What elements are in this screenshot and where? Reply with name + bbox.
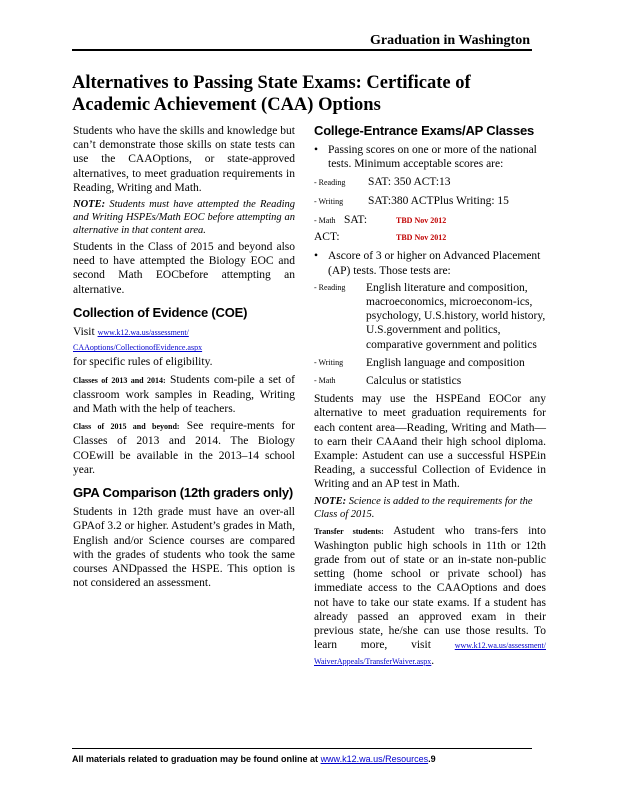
college-heading: College-Entrance Exams/AP Classes: [314, 123, 535, 138]
header-title: Graduation in Washington: [369, 33, 530, 48]
ap-writing-text: English language and composition: [366, 356, 525, 369]
ap-reading-row: [314, 281, 546, 352]
transfer-paragraph: [314, 524, 546, 669]
footer-link[interactable]: www.k12.wa.us/Resources: [320, 754, 429, 764]
math-tbd-sat: TBD Nov 2012: [396, 216, 447, 226]
coe-2015-paragraph: [73, 419, 295, 477]
footer: [72, 754, 436, 764]
coe-visit-paragraph: [73, 325, 295, 370]
bullet-icon: •: [314, 250, 319, 263]
gpa-paragraph: Students in 12th grade must have an over-all GPAof 3.2 or higher. Astudent’s grades in Math, English and/or Science courses are compared with the grades of students who took the same courses ANDpassed the HSPE. This option is not considered an assessment.: [73, 506, 295, 590]
note-paragraph: [73, 198, 295, 237]
reading-score-row: [314, 175, 546, 190]
bullet-national-tests: [314, 143, 546, 171]
ap-writing-label: - Writing: [314, 357, 344, 367]
coe-2013-text: Students com-pile a set of classroom work samples in Reading, Writing and Math with the help of teachers.: [73, 373, 296, 416]
math-label: - Math: [314, 216, 336, 226]
writing-scores: SAT:380 ACTPlus Writing: 15: [368, 194, 509, 207]
footer-rule: [72, 748, 532, 749]
math-act: ACT:: [314, 231, 340, 244]
class-2015-paragraph: Students in the Class of 2015 and beyond also need to have attempted the Biology EOC and second Math EOCbefore attempting an alternative.: [73, 241, 295, 296]
math-sat: SAT:: [344, 214, 368, 227]
bullet-icon: •: [314, 144, 319, 157]
writing-score-row: [314, 194, 546, 209]
ap-writing-row: [314, 356, 546, 370]
writing-label: - Writing: [314, 196, 344, 206]
hspe-paragraph: Students may use the HSPEand EOCor any alternative to meet graduation requirements for each content area—Reading, Writing and Math—to earn their CAAand their high school diploma. Example: Astudent can use a successful HSPEin Reading, a successful Collection of Evidence in Writing and an AP test in Math.: [314, 393, 546, 491]
intro-paragraph: Students who have the skills and knowledge but can’t demonstrate those skills on state tests can use the CAAOptions, or state-approved alternatives, to meet graduation requirements in Reading, Writing and Math.: [73, 125, 295, 194]
transfer-label: Transfer students:: [314, 526, 384, 536]
ap-reading-text: English literature and composition, macroeconomics, microeconom-ics, psychology, U.S.history, world history, U.S.government and politics, comparative government and politics: [366, 281, 546, 351]
page-number: .9: [428, 754, 436, 764]
coe-link[interactable]: www.k12.wa.us/assessment/ CAAoptions/CollectionofEvidence.aspx: [73, 328, 203, 353]
reading-scores: SAT: 350 ACT:13: [368, 175, 451, 188]
math-act-row: [314, 230, 546, 245]
right-column: [314, 124, 546, 672]
bullet-1-text: Passing scores on one or more of the national tests. Minimum acceptable scores are:: [328, 144, 537, 171]
footer-text: All materials related to graduation may be found online at: [72, 754, 319, 764]
header-rule: [72, 49, 532, 51]
transfer-end: .: [431, 654, 435, 667]
ap-math-label: - Math: [314, 376, 336, 386]
transfer-link[interactable]: www.k12.wa.us/assessment/ WaiverAppeals/TransferWaiver.aspx: [314, 641, 546, 666]
science-note-label: NOTE:: [314, 495, 347, 507]
reading-label: - Reading: [314, 177, 346, 187]
math-tbd-act: TBD Nov 2012: [396, 233, 447, 243]
coe-2013-paragraph: [73, 373, 295, 417]
coe-2015-text: See require-ments for Classes of 2013 and 2014. The Biology COEwill be available in the 2013–14 school year.: [73, 420, 295, 476]
note-text: Students must have attempted the Reading and Writing HSPEs/Math EOC before attempting an alternative in that content area.: [73, 199, 296, 237]
ap-math-row: [314, 374, 546, 388]
coe-visit-text: Visit: [73, 326, 95, 339]
page-title: Alternatives to Passing State Exams: Certificate of Academic Achievement (CAA) Options: [72, 73, 471, 115]
transfer-text: Astudent who trans-fers into Washington public high schools in 11th or 12th grade from out of state or an in-state non-public setting (home school or private school) has immediate access to the CAAOptions and does not have to take our state exams. If a student has already passed an approved exam in their previous state, he/she can use those results. To learn more, visit: [314, 524, 546, 652]
math-score-row: [314, 213, 546, 228]
bullet-ap-tests: [314, 249, 546, 277]
ap-reading-label: - Reading: [314, 282, 346, 292]
coe-2015-label: Class of 2015 and beyond:: [73, 422, 180, 432]
left-column: [73, 124, 295, 593]
science-note: [314, 495, 546, 521]
note-label: NOTE:: [73, 199, 106, 211]
coe-2013-label: Classes of 2013 and 2014:: [73, 375, 166, 385]
ap-math-text: Calculus or statistics: [366, 375, 462, 388]
bullet-2-text: Ascore of 3 or higher on Advanced Placement (AP) tests. Those tests are:: [328, 250, 541, 277]
coe-heading: Collection of Evidence (COE): [73, 304, 248, 320]
science-note-text: Science is added to the requirements for the Class of 2015.: [314, 495, 533, 520]
coe-rules-text: for specific rules of eligibility.: [73, 356, 213, 369]
gpa-heading: GPA Comparison (12th graders only): [73, 485, 294, 501]
